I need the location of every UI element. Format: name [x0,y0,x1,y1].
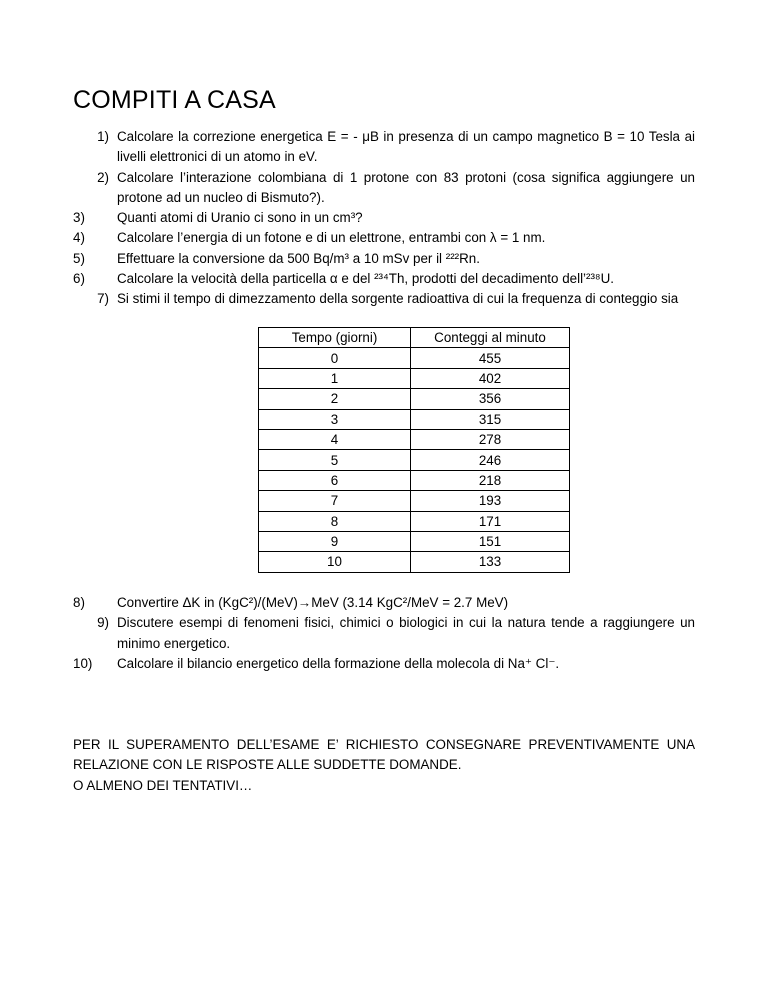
item-text: Calcolare l’interazione colombiana di 1 protone con 83 protoni (cosa significa aggiungere un protone ad un nucleo di Bismuto?). [117,169,695,205]
table-row [259,450,570,470]
item-text: Quanti atomi di Uranio ci sono in un cm³? [117,210,363,226]
cell-time: 10 [259,552,411,572]
item-text: Calcolare la velocità della particella α e del ²³⁴Th, prodotti del decadimento dell’²³⁸U. [117,271,614,287]
cell-counts: 133 [411,552,570,572]
cell-time: 5 [259,450,411,470]
cell-counts: 402 [411,368,570,388]
list-item [73,127,695,168]
item-number: 7) [97,291,109,307]
cell-time: 3 [259,409,411,429]
table-row [259,348,570,368]
counts-table-container [258,327,570,573]
list-item [73,289,695,309]
item-text: Calcolare il bilancio energetico della formazione della molecola di Na⁺ Cl⁻. [117,655,560,671]
list-item [73,228,695,248]
cell-counts: 218 [411,470,570,490]
item-number: 10) [73,655,93,671]
item-text: Effettuare la conversione da 500 Bq/m³ a 10 mSv per il ²²²Rn. [117,250,480,266]
counts-table [258,327,570,573]
note-line: O ALMENO DEI TENTATIVI… [73,777,253,793]
cell-counts: 171 [411,511,570,531]
note-line: PER IL SUPERAMENTO DELL’ESAME E’ RICHIESTO CONSEGNARE PREVENTIVAMENTE UNA [73,737,695,752]
cell-counts: 278 [411,429,570,449]
note-line: RELAZIONE CON LE RISPOSTE ALLE SUDDETTE DOMANDE. [73,757,462,773]
cell-time: 7 [259,491,411,511]
cell-time: 4 [259,429,411,449]
table-row [259,368,570,388]
item-text: Convertire ΔK in (KgC²)/(MeV)→MeV (3.14 KgC²/MeV = 2.7 MeV) [117,595,509,610]
cell-time: 9 [259,531,411,551]
item-number: 1) [97,129,109,144]
table-row [259,531,570,551]
cell-counts: 246 [411,450,570,470]
table-row [259,511,570,531]
item-text: Discutere esempi di fenomeni fisici, chimici o biologici in cui la natura tende a raggiungere un minimo energetico. [117,615,695,651]
item-number: 8) [73,595,85,610]
column-header-counts: Conteggi al minuto [411,328,570,348]
list-item [73,269,695,289]
list-item [73,593,695,613]
item-number: 2) [97,169,109,185]
item-number: 3) [73,210,85,226]
item-number: 4) [73,230,85,246]
cell-time: 1 [259,368,411,388]
item-text: Calcolare l’energia di un fotone e di un elettrone, entrambi con λ = 1 nm. [117,230,546,246]
cell-time: 2 [259,389,411,409]
page-title: COMPITI A CASA [73,86,276,114]
exercise-list [73,127,695,310]
table-row [259,552,570,572]
table-row [259,429,570,449]
table-row [259,389,570,409]
item-text: Calcolare la correzione energetica E = - μB in presenza di un campo magnetico B = 10 Tesla ai livelli elettronici di un atomo in eV. [117,129,695,165]
table-header-row [259,328,570,348]
cell-time: 8 [259,511,411,531]
table-row [259,409,570,429]
cell-counts: 356 [411,389,570,409]
column-header-time: Tempo (giorni) [259,328,411,348]
cell-counts: 455 [411,348,570,368]
list-item [73,654,695,674]
table-row [259,470,570,490]
list-item [73,168,695,209]
cell-time: 0 [259,348,411,368]
item-text: Si stimi il tempo di dimezzamento della sorgente radioattiva di cui la frequenza di conteggio sia [117,291,679,307]
list-item [73,249,695,269]
cell-counts: 315 [411,409,570,429]
exercise-list-continued [73,593,695,674]
cell-counts: 193 [411,491,570,511]
list-item [73,613,695,654]
exam-note [73,735,695,796]
table-row [259,491,570,511]
list-item [73,208,695,228]
item-number: 9) [97,615,109,631]
cell-counts: 151 [411,531,570,551]
item-number: 6) [73,271,85,287]
cell-time: 6 [259,470,411,490]
item-number: 5) [73,250,85,266]
